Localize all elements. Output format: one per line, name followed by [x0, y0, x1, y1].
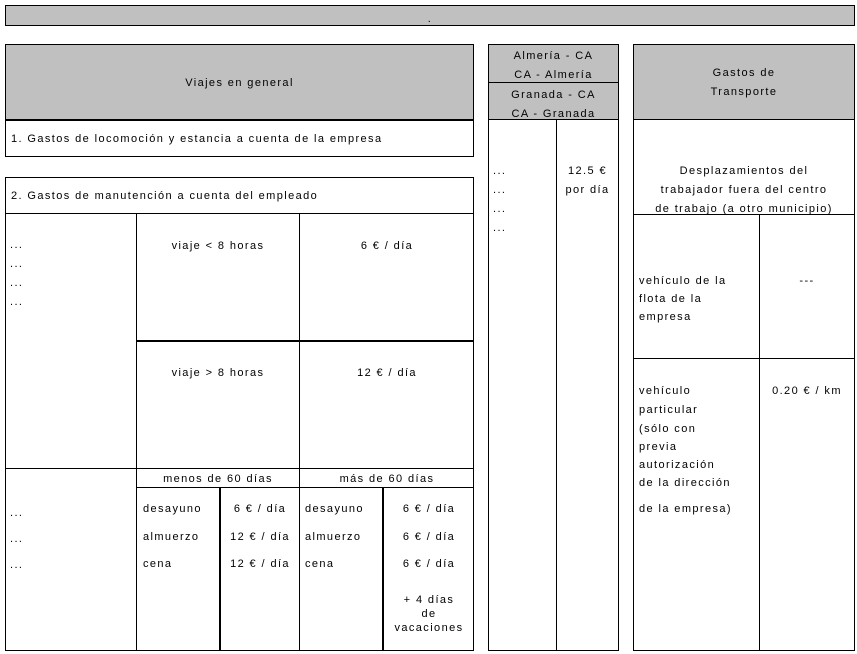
right-header-1: Gastos de — [712, 67, 776, 79]
right-row2-label-4: previa — [639, 441, 678, 453]
right-row1-value: --- — [799, 275, 815, 287]
left-header — [5, 44, 474, 120]
vacaciones-2: de — [421, 608, 437, 620]
top-bar-text: . — [427, 13, 433, 25]
vacaciones-1: + 4 días — [403, 594, 455, 606]
row-a1-amount: 6 € / día — [360, 240, 414, 252]
right-row2-label-2: particular — [639, 404, 699, 416]
left-table-vline-2 — [299, 214, 300, 651]
middle-header-top-2: CA - Almería — [514, 69, 593, 81]
middle-header-bottom — [488, 82, 619, 120]
less-meal-2: almuerzo — [143, 531, 200, 543]
less-amount-2: 12 € / día — [230, 531, 290, 543]
right-header-2: Transporte — [710, 86, 778, 98]
middle-header-bottom-1: Granada - CA — [511, 89, 596, 101]
less-meal-1: desayuno — [143, 503, 202, 515]
right-row2-label-5: autorización — [639, 459, 716, 471]
right-row2-value: 0.20 € / km — [772, 385, 842, 397]
section-1-title: 1. Gastos de locomoción y estancia a cuenta de la empresa — [11, 133, 383, 145]
middle-vline — [556, 120, 557, 651]
left-table-hline-2 — [5, 468, 474, 469]
right-header — [633, 44, 855, 120]
middle-header-top — [488, 44, 619, 83]
right-desc-1: Desplazamientos del — [679, 165, 809, 177]
left-table-vline-1 — [136, 214, 137, 651]
middle-label-4: ... — [493, 222, 507, 234]
less-amount-1: 6 € / día — [233, 503, 287, 515]
row-a-label-2: ... — [10, 258, 24, 270]
right-hline — [633, 358, 855, 359]
row-a-label-1: ... — [10, 239, 24, 251]
top-bar — [5, 5, 855, 26]
more-meal-1: desayuno — [305, 503, 364, 515]
row-a1-condition: viaje < 8 horas — [171, 240, 265, 252]
row-b-label-2: ... — [10, 533, 24, 545]
middle-amount-2: por día — [565, 184, 610, 196]
section-2 — [5, 177, 474, 214]
row-b-label-1: ... — [10, 507, 24, 519]
middle-amount-1: 12.5 € — [568, 165, 607, 177]
row-b-label-3: ... — [10, 559, 24, 571]
right-row2-label-7: de la empresa) — [639, 503, 732, 515]
right-row2-label-6: de la dirección — [639, 477, 731, 489]
right-row1-label-2: flota de la — [639, 293, 703, 305]
right-row1-label-3: empresa — [639, 311, 692, 323]
right-row2-label-1: vehículo — [639, 385, 692, 397]
row-a-label-3: ... — [10, 277, 24, 289]
left-header-title: Viajes en general — [185, 77, 294, 89]
more-amount-3: 6 € / día — [402, 558, 456, 570]
vacaciones-3: vacaciones — [394, 622, 464, 634]
more-amount-1: 6 € / día — [402, 503, 456, 515]
right-desc-2: trabajador fuera del centro — [660, 184, 828, 196]
section-2-title: 2. Gastos de manutención a cuenta del empleado — [11, 190, 319, 202]
right-desc-3: de trabajo (a otro municipio) — [655, 203, 833, 215]
more-meal-2: almuerzo — [305, 531, 362, 543]
row-a2-condition: viaje > 8 horas — [171, 367, 265, 379]
less-amount-3: 12 € / día — [230, 558, 290, 570]
middle-header-top-1: Almería - CA — [513, 50, 594, 62]
less-meal-3: cena — [143, 558, 173, 570]
subheader-more: más de 60 días — [339, 473, 435, 485]
subheader-less: menos de 60 días — [163, 473, 273, 485]
right-desc — [633, 120, 855, 215]
row-a2-amount: 12 € / día — [357, 367, 417, 379]
row-a-label-4: ... — [10, 296, 24, 308]
more-amount-2: 6 € / día — [402, 531, 456, 543]
right-row1-label-1: vehículo de la — [639, 275, 727, 287]
more-meal-3: cena — [305, 558, 335, 570]
right-row2-label-3: (sólo con — [639, 423, 697, 435]
middle-label-1: ... — [493, 165, 507, 177]
middle-body — [488, 120, 619, 651]
left-table-hline-1 — [137, 340, 474, 342]
middle-label-2: ... — [493, 184, 507, 196]
middle-header-bottom-2: CA - Granada — [511, 108, 596, 120]
middle-label-3: ... — [493, 203, 507, 215]
section-1 — [5, 120, 474, 157]
left-table — [5, 214, 474, 651]
